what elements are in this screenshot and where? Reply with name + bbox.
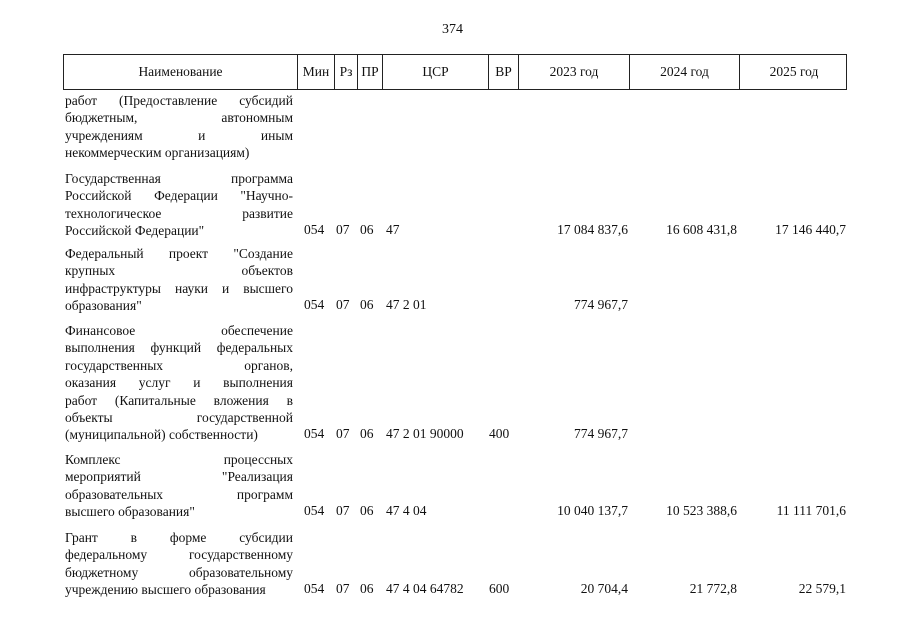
row-min: 054 (304, 503, 325, 519)
row-vr: 600 (489, 581, 510, 597)
row-name-line: образовательных программ (65, 486, 293, 502)
row-pr: 06 (360, 503, 374, 519)
row-name (65, 170, 293, 240)
row-value-2024: 21 772,8 (689, 581, 737, 597)
row-name (65, 451, 293, 521)
row-name-line: некоммерческим организациям) (65, 145, 250, 161)
row-name-line: Федеральный проект "Создание (65, 246, 293, 261)
row-csr: 47 4 04 64782 (386, 581, 464, 597)
row-value-2024: 16 608 431,8 (666, 222, 737, 238)
row-name (65, 92, 293, 162)
row-name-line: образования" (65, 298, 142, 314)
row-csr: 47 2 01 90000 (386, 426, 464, 442)
row-name-line: Грант в форме субсидии (65, 530, 293, 545)
row-min: 054 (304, 297, 325, 313)
col-header-csr: ЦСР (382, 55, 488, 89)
row-name (65, 245, 293, 315)
row-rz: 07 (336, 222, 350, 238)
col-header-pr: ПР (357, 55, 382, 89)
row-value-2023: 17 084 837,6 (557, 222, 628, 238)
row-name-line: Государственная программа (65, 171, 293, 186)
row-vr: 400 (489, 426, 510, 442)
col-header-2023: 2023 год (518, 55, 629, 89)
col-header-min: Мин (297, 55, 334, 89)
row-min: 054 (304, 581, 325, 597)
row-name-line: оказания услуг и выполнения (65, 375, 293, 391)
row-name-line: высшего образования" (65, 504, 195, 520)
col-header-vr: ВР (488, 55, 518, 89)
row-min: 054 (304, 222, 325, 238)
row-pr: 06 (360, 222, 374, 238)
page-number: 374 (442, 22, 463, 37)
row-pr: 06 (360, 581, 374, 597)
row-value-2025: 17 146 440,7 (775, 222, 846, 238)
row-name-line: инфраструктуры науки и высшего (65, 280, 293, 296)
row-value-2023: 20 704,4 (580, 581, 628, 597)
row-name-line: (муниципальной) собственности) (65, 427, 258, 443)
col-header-rz: Рз (334, 55, 357, 89)
row-name-line: мероприятий "Реализация (65, 469, 293, 485)
row-value-2023: 10 040 137,7 (557, 503, 628, 519)
row-name-line: технологическое развитие (65, 205, 293, 221)
row-name-line: крупных объектов (65, 263, 293, 279)
row-name (65, 529, 293, 599)
row-name-line: Финансовое обеспечение (65, 323, 293, 338)
row-csr: 47 (386, 222, 400, 238)
row-value-2025: 22 579,1 (798, 581, 846, 597)
row-value-2024: 10 523 388,6 (666, 503, 737, 519)
col-header-2025: 2025 год (739, 55, 848, 89)
row-name-line: Комплекс процессных (65, 452, 293, 467)
row-value-2023: 774 967,7 (574, 426, 628, 442)
row-value-2025: 11 111 701,6 (776, 503, 846, 519)
row-csr: 47 4 04 (386, 503, 427, 519)
row-pr: 06 (360, 297, 374, 313)
row-name (65, 322, 293, 444)
row-csr: 47 2 01 (386, 297, 427, 313)
row-min: 054 (304, 426, 325, 442)
row-name-line: Российской Федерации" (65, 223, 205, 239)
row-name-line: бюджетному образовательному (65, 564, 293, 580)
row-pr: 06 (360, 426, 374, 442)
col-header-name: Наименование (138, 64, 223, 79)
row-name-line: государственных органов, (65, 357, 293, 373)
row-rz: 07 (336, 297, 350, 313)
table-header (63, 54, 847, 90)
row-name-line: учреждению высшего образования (65, 582, 266, 598)
row-name-line: Российской Федерации "Научно- (65, 188, 293, 204)
col-header-2024: 2024 год (629, 55, 739, 89)
row-name-line: федеральному государственному (65, 547, 293, 563)
row-rz: 07 (336, 426, 350, 442)
row-name-line: бюджетным, автономным (65, 110, 293, 126)
row-rz: 07 (336, 581, 350, 597)
row-name-line: учреждениям и иным (65, 127, 293, 143)
row-name-line: выполнения функций федеральных (65, 340, 293, 356)
row-value-2023: 774 967,7 (574, 297, 628, 313)
row-name-line: объекты государственной (65, 410, 293, 426)
row-rz: 07 (336, 503, 350, 519)
row-name-line: работ (Предоставление субсидий (65, 93, 293, 108)
row-name-line: работ (Капитальные вложения в (65, 392, 293, 408)
